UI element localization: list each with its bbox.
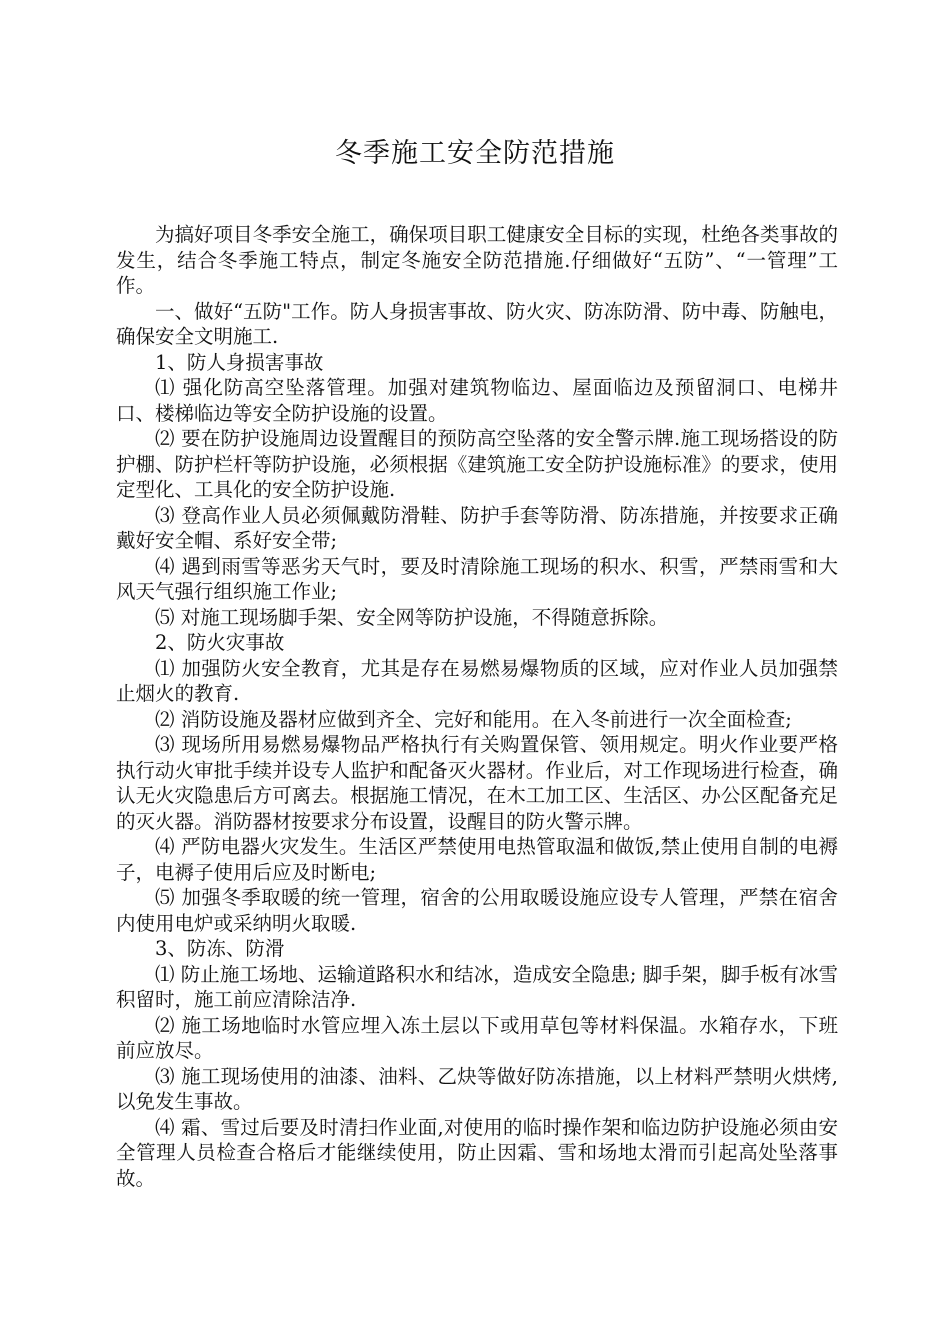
subheading-personal-injury: 1、防人身损害事故 <box>155 350 324 374</box>
paragraph-2-3: ⑶ 现场所用易燃易爆物品严格执行有关购置保管、领用规定。明火作业要严格执行动火审批手续并设专人监护和配备灭火器材。作业后，对工作现场进行检查，确认无火灾隐患后方可离去。根据施工情况，在木工加工区、生活区、办公区配备充足的灭火器。消防器材按要求分布设置，设醒目的防火警示牌。 <box>116 733 838 833</box>
paragraph-2-4: ⑷ 严防电器火灾发生。生活区严禁使用电热管取温和做饭,禁止使用自制的电褥子，电褥子使用后应及时断电; <box>116 835 838 884</box>
document-body <box>116 222 838 1191</box>
document-title: 冬季施工安全防范措施 <box>335 138 615 169</box>
section-1-intro: 一、做好“五防"工作。防人身损害事故、防火灾、防冻防滑、防中毒、防触电，确保安全文明施工. <box>116 299 838 348</box>
paragraph-2-5: ⑸ 加强冬季取暖的统一管理，宿舍的公用取暖设施应设专人管理，严禁在宿舍内使用电炉或采纳明火取暖. <box>116 886 838 935</box>
paragraph-1-5: ⑸ 对施工现场脚手架、安全网等防护设施，不得随意拆除。 <box>155 605 669 629</box>
subheading-fire: 2、防火灾事故 <box>155 631 285 654</box>
paragraph-3-4: ⑷ 霜、雪过后要及时清扫作业面,对使用的临时操作架和临边防护设施必须由安全管理人员检查合格后才能继续使用，防止因霜、雪和场地太滑而引起高处坠落事故。 <box>116 1115 838 1190</box>
paragraph-3-2: ⑵ 施工场地临时水管应埋入冻土层以下或用草包等材料保温。水箱存水，下班前应放尽。 <box>116 1013 838 1062</box>
paragraph-3-3: ⑶ 施工现场使用的油漆、油料、乙炔等做好防冻措施，以上材料严禁明火烘烤,以免发生事故。 <box>116 1064 838 1113</box>
paragraph-1-2: ⑵ 要在防护设施周边设置醒目的预防高空坠落的安全警示牌.施工现场搭设的防护棚、防护栏杆等防护设施，必须根据《建筑施工安全防护设施标准》的要求，使用定型化、工具化的安全防护设施. <box>116 427 838 501</box>
paragraph-1-1: ⑴ 强化防高空坠落管理。加强对建筑物临边、屋面临边及预留洞口、电梯井口、楼梯临边等安全防护设施的设置。 <box>116 376 838 425</box>
paragraph-1-3: ⑶ 登高作业人员必须佩戴防滑鞋、防护手套等防滑、防冻措施，并按要求正确戴好安全帽、系好安全带; <box>116 503 838 552</box>
paragraph-2-1: ⑴ 加强防火安全教育，尤其是存在易燃易爆物质的区域，应对作业人员加强禁止烟火的教育. <box>116 656 838 705</box>
paragraph-1-4: ⑷ 遇到雨雪等恶劣天气时，要及时清除施工现场的积水、积雪，严禁雨雪和大风天气强行组织施工作业; <box>116 554 838 603</box>
subheading-freeze-slip: 3、防冻、防滑 <box>155 937 285 960</box>
paragraph-2-2: ⑵ 消防设施及器材应做到齐全、完好和能用。在入冬前进行一次全面检查; <box>155 707 792 731</box>
intro-paragraph: 为搞好项目冬季安全施工，确保项目职工健康安全目标的实现，杜绝各类事故的发生，结合冬季施工特点，制定冬施安全防范措施.仔细做好“五防”、“一管理”工作。 <box>116 223 838 297</box>
paragraph-3-1: ⑴ 防止施工场地、运输道路积水和结冰，造成安全隐患; 脚手架，脚手板有冰雪积留时，施工前应清除洁净. <box>116 962 838 1011</box>
